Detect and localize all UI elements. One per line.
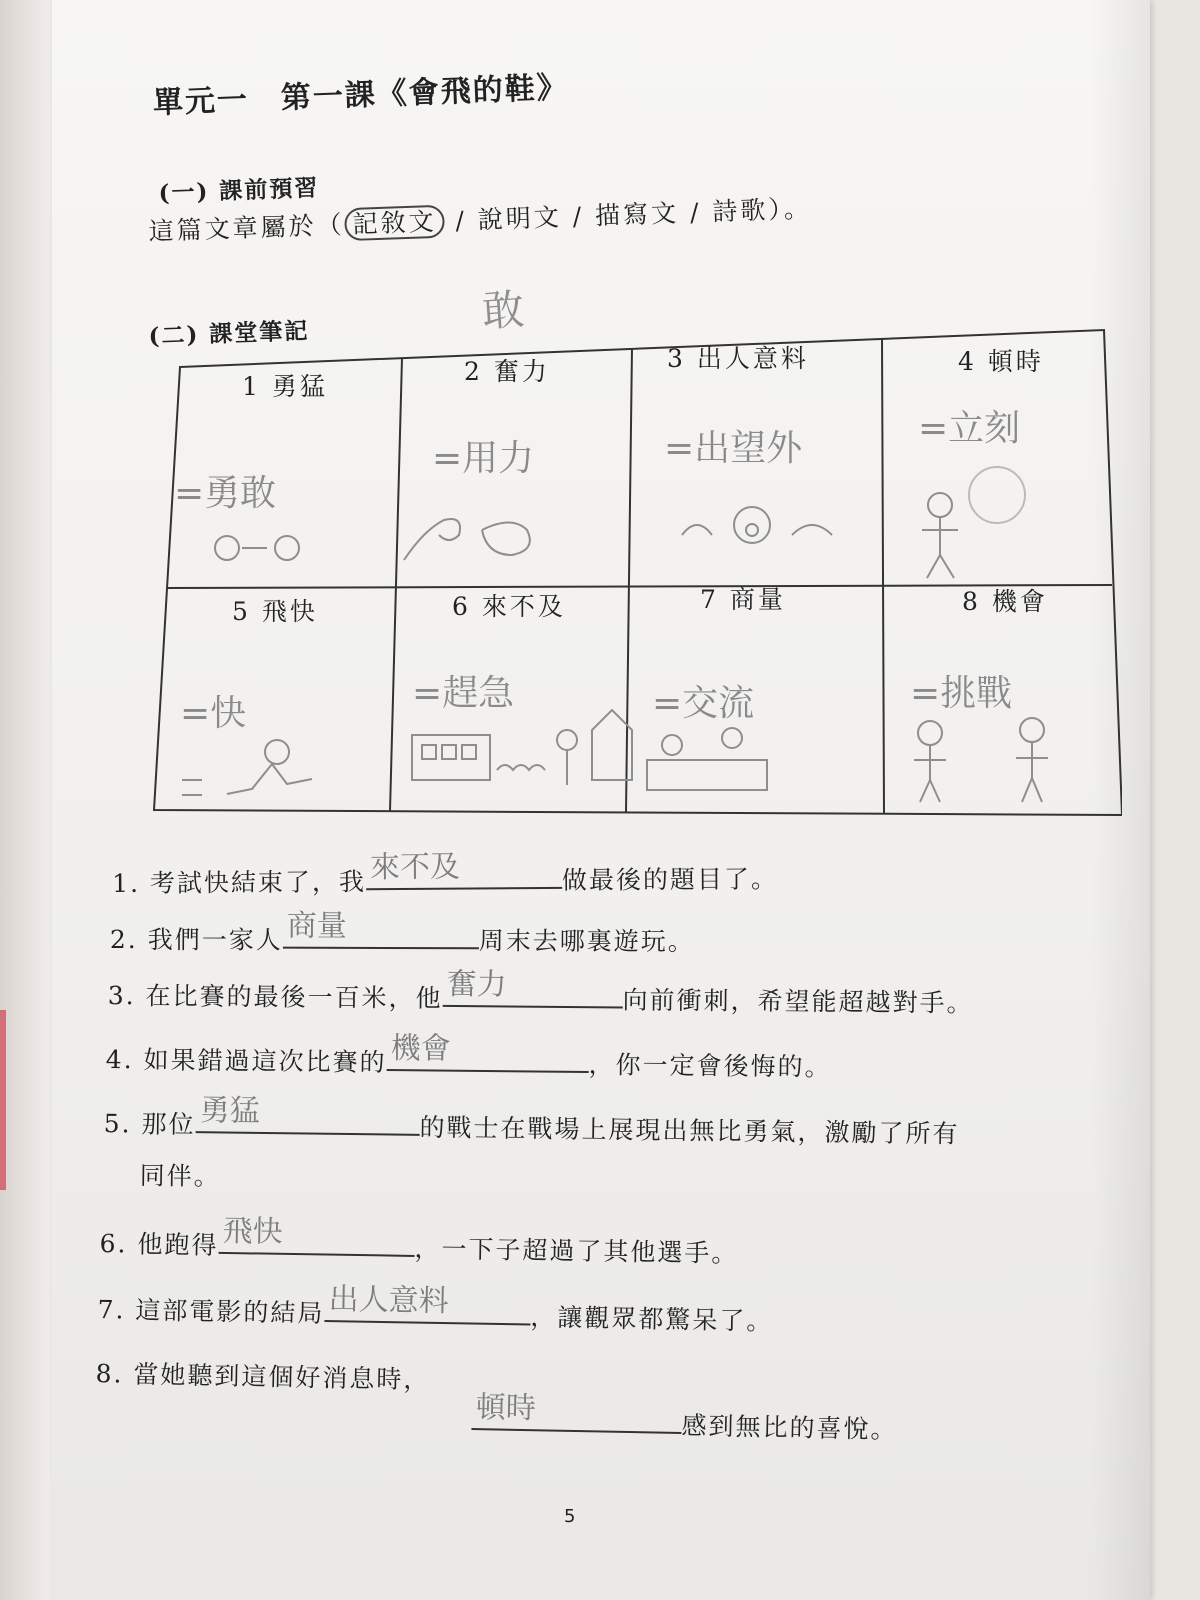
cell-hw-4: =立刻 — [918, 408, 1021, 449]
sketch-surprise-3 — [682, 507, 832, 543]
answer-blank[interactable] — [218, 1213, 414, 1257]
exercise-text-before: 在比賽的最後一百米，他 — [145, 981, 443, 1013]
sketch-person-4 — [922, 467, 1025, 578]
option-separator: / — [444, 205, 479, 236]
handwritten-answer: 奮力 — [446, 966, 507, 1003]
exercise-number: 3. — [107, 980, 136, 1011]
question-prefix: 這篇文章屬於（ — [148, 210, 346, 246]
exercise-number: 1. — [112, 868, 141, 898]
exercise-text-before: 這部電影的結局 — [135, 1295, 325, 1328]
page-title: 單元一 第一課《會飛的鞋》 — [152, 70, 570, 121]
cell-label-5: 5 飛快 — [232, 597, 318, 626]
exercise-number: 6. — [99, 1228, 128, 1259]
sketch-two-people-8 — [914, 718, 1048, 802]
cell-hw-6: =趕急 — [412, 673, 515, 714]
desk-edge — [0, 0, 60, 1600]
option-separator: / — [678, 197, 713, 228]
exercise-5 — [103, 1093, 960, 1150]
sketch-faces-1 — [215, 536, 299, 560]
cell-hw-3: =出望外 — [664, 428, 803, 469]
cell-label-8: 8 機會 — [962, 587, 1048, 616]
table-col-divider — [390, 358, 402, 811]
cell-label-4: 4 頓時 — [958, 347, 1044, 376]
question-suffix: ）。 — [767, 193, 813, 225]
answer-blank[interactable] — [283, 908, 479, 950]
cell-hw-5: =快 — [180, 693, 247, 734]
exercise-8-line2 — [471, 1390, 898, 1446]
exercise-text-before: 他跑得 — [137, 1229, 219, 1260]
page-number: 5 — [564, 1506, 576, 1527]
handwritten-answer: 機會 — [390, 1030, 451, 1067]
exercise-6 — [99, 1213, 739, 1270]
cell-label-6: 6 來不及 — [452, 592, 566, 621]
exercise-5-continuation — [140, 1156, 221, 1193]
worksheet-page — [52, 0, 1150, 1600]
exercise-text-after: 做最後的題目了。 — [561, 864, 779, 895]
option-narrative[interactable]: 記敘文 — [344, 205, 445, 241]
exercise-text-before: 考試快結束了，我 — [149, 867, 367, 898]
exercise-number: 7. — [97, 1294, 126, 1325]
answer-blank[interactable] — [386, 1030, 588, 1073]
cell-label-3: 3 出人意料 — [667, 344, 809, 373]
sketch-muscles-2 — [404, 519, 530, 560]
exercise-text-after: 周末去哪裏遊玩。 — [478, 926, 695, 957]
exercise-number: 2. — [109, 924, 138, 955]
exercise-text-after: ，一下子超過了其他選手。 — [414, 1233, 739, 1269]
exercise-text-before: 當她聽到這個好消息時， — [133, 1359, 431, 1395]
exercise-text-before: 如果錯過這次比賽的 — [143, 1045, 387, 1077]
table-border — [154, 330, 1122, 815]
option-poetry[interactable]: 詩歌 — [711, 195, 769, 227]
exercise-8 — [95, 1354, 430, 1396]
vocab-table — [92, 320, 1122, 830]
cell-hw-2: =用力 — [432, 438, 535, 479]
exercise-number: 5. — [103, 1108, 132, 1139]
cell-label-7: 7 商量 — [700, 585, 786, 614]
answer-blank[interactable] — [366, 849, 562, 890]
exercise-text-after: ，讓觀眾都驚呆了。 — [530, 1302, 774, 1336]
exercise-text-after: ，你一定會後悔的。 — [588, 1050, 832, 1082]
cell-hw-8: =挑戰 — [910, 673, 1013, 714]
preview-heading: (一) 課前預習 — [158, 174, 320, 207]
cell-hw-7: =交流 — [652, 683, 755, 724]
cell-hw-1: =勇敢 — [174, 473, 277, 514]
sketch-meeting-7 — [647, 728, 767, 790]
answer-blank[interactable] — [443, 966, 623, 1009]
exercise-1 — [112, 849, 779, 900]
cell-label-1: 1 勇猛 — [242, 372, 328, 401]
handwritten-answer: 出人意料 — [328, 1282, 449, 1320]
sketch-bus-6 — [412, 710, 632, 785]
answer-blank[interactable] — [324, 1282, 530, 1326]
exercise-number: 8. — [95, 1358, 124, 1389]
handwritten-answer: 商量 — [286, 908, 347, 944]
answer-blank[interactable] — [195, 1093, 419, 1136]
exercise-3 — [107, 966, 974, 1020]
handwritten-answer: 勇猛 — [199, 1093, 260, 1129]
exercise-text-after: 向前衝刺，希望能超越對手。 — [622, 985, 974, 1018]
exercise-text-continuation: 同伴。 — [139, 1160, 221, 1191]
option-expository[interactable]: 說明文 — [477, 202, 563, 235]
cell-label-2: 2 奮力 — [464, 357, 550, 386]
exercise-4 — [105, 1030, 832, 1084]
exercise-text-before: 我們一家人 — [147, 925, 283, 955]
answer-blank[interactable] — [471, 1390, 682, 1434]
handwritten-note: 敢 — [480, 284, 526, 337]
table-col-divider — [882, 338, 884, 814]
sketch-runner-5 — [182, 740, 312, 795]
handwritten-answer: 來不及 — [369, 849, 460, 886]
exercise-number: 4. — [105, 1044, 134, 1075]
handwritten-answer: 頓時 — [475, 1390, 537, 1427]
handwritten-answer: 飛快 — [222, 1213, 283, 1250]
red-cover-edge — [0, 1010, 6, 1190]
exercise-2 — [109, 908, 695, 958]
option-descriptive[interactable]: 描寫文 — [594, 198, 680, 231]
notes-heading: (二) 課堂筆記 — [148, 317, 310, 350]
exercise-text-before: 那位 — [141, 1109, 196, 1140]
exercise-7 — [97, 1282, 774, 1338]
exercise-text-after: 的戰士在戰場上展現出無比勇氣，激勵了所有 — [419, 1112, 960, 1149]
exercise-text-after: 感到無比的喜悅。 — [681, 1411, 898, 1445]
option-separator: / — [561, 201, 596, 232]
